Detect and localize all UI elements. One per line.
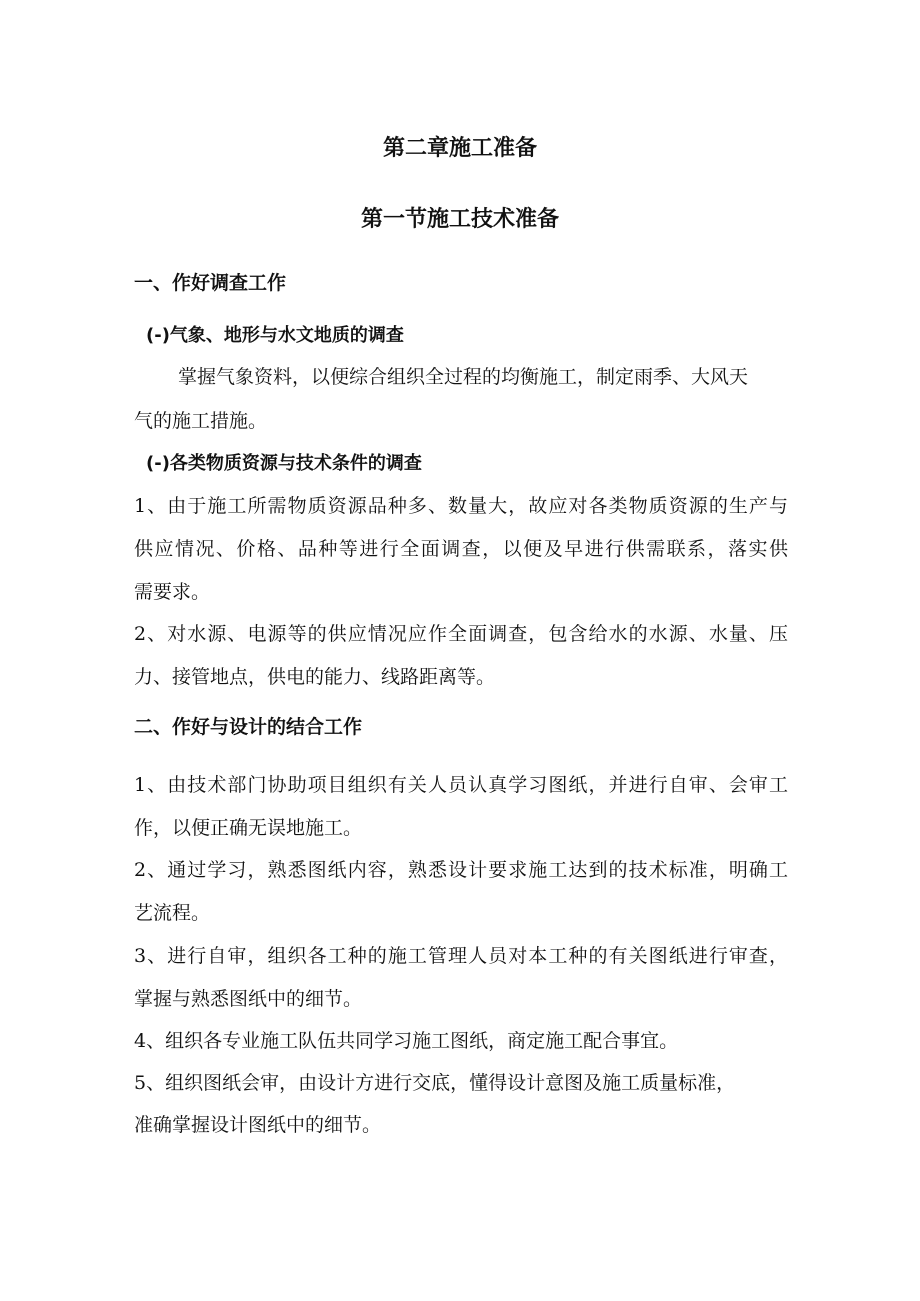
paragraph-line: 需要求。 (134, 581, 211, 603)
paragraph-line: 3、进行自审，组织各工种的施工管理人员对本工种的有关图纸进行审查， (134, 945, 788, 967)
paragraph-line: 供应情况、价格、品种等进行全面调查，以便及早进行供需联系，落实供 (134, 538, 788, 560)
paragraph-line: 气的施工措施。 (134, 410, 268, 432)
part2-heading: 二、作好与设计的结合工作 (134, 716, 363, 738)
chapter-title: 第二章施工准备 (382, 136, 537, 161)
paragraph-line: 5、组织图纸会审，由设计方进行交底，懂得设计意图及施工质量标准， (134, 1072, 736, 1094)
paragraph-line: 4、组织各专业施工队伍共同学习施工图纸，商定施工配合事宜。 (134, 1030, 679, 1052)
paragraph-line: 1、由于施工所需物质资源品种多、数量大，故应对各类物质资源的生产与 (134, 495, 788, 517)
paragraph-line: 2、通过学习，熟悉图纸内容，熟悉设计要求施工达到的技术标准，明确工 (134, 859, 788, 881)
paragraph-line: 掌握与熟悉图纸中的细节。 (134, 988, 363, 1010)
paragraph-line: 准确掌握设计图纸中的细节。 (134, 1114, 382, 1136)
paragraph-line: 艺流程。 (134, 902, 211, 924)
paragraph-line: 力、接管地点，供电的能力、线路距离等。 (134, 666, 496, 688)
subsection2-heading: (-)各类物质资源与技术条件的调查 (146, 453, 422, 474)
subsection1-heading: (-)气象、地形与水文地质的调查 (146, 325, 404, 346)
section-title: 第一节施工技术准备 (360, 207, 559, 232)
paragraph-line: 作，以便正确无误地施工。 (134, 817, 363, 839)
paragraph-line: 1、由技术部门协助项目组织有关人员认真学习图纸，并进行自审、会审工 (134, 774, 788, 796)
paragraph-line: 掌握气象资料，以便综合组织全过程的均衡施工，制定雨季、大风天 (178, 366, 749, 388)
paragraph-line: 2、对水源、电源等的供应情况应作全面调查，包含给水的水源、水量、压 (134, 623, 788, 645)
part1-heading: 一、作好调查工作 (134, 272, 287, 294)
